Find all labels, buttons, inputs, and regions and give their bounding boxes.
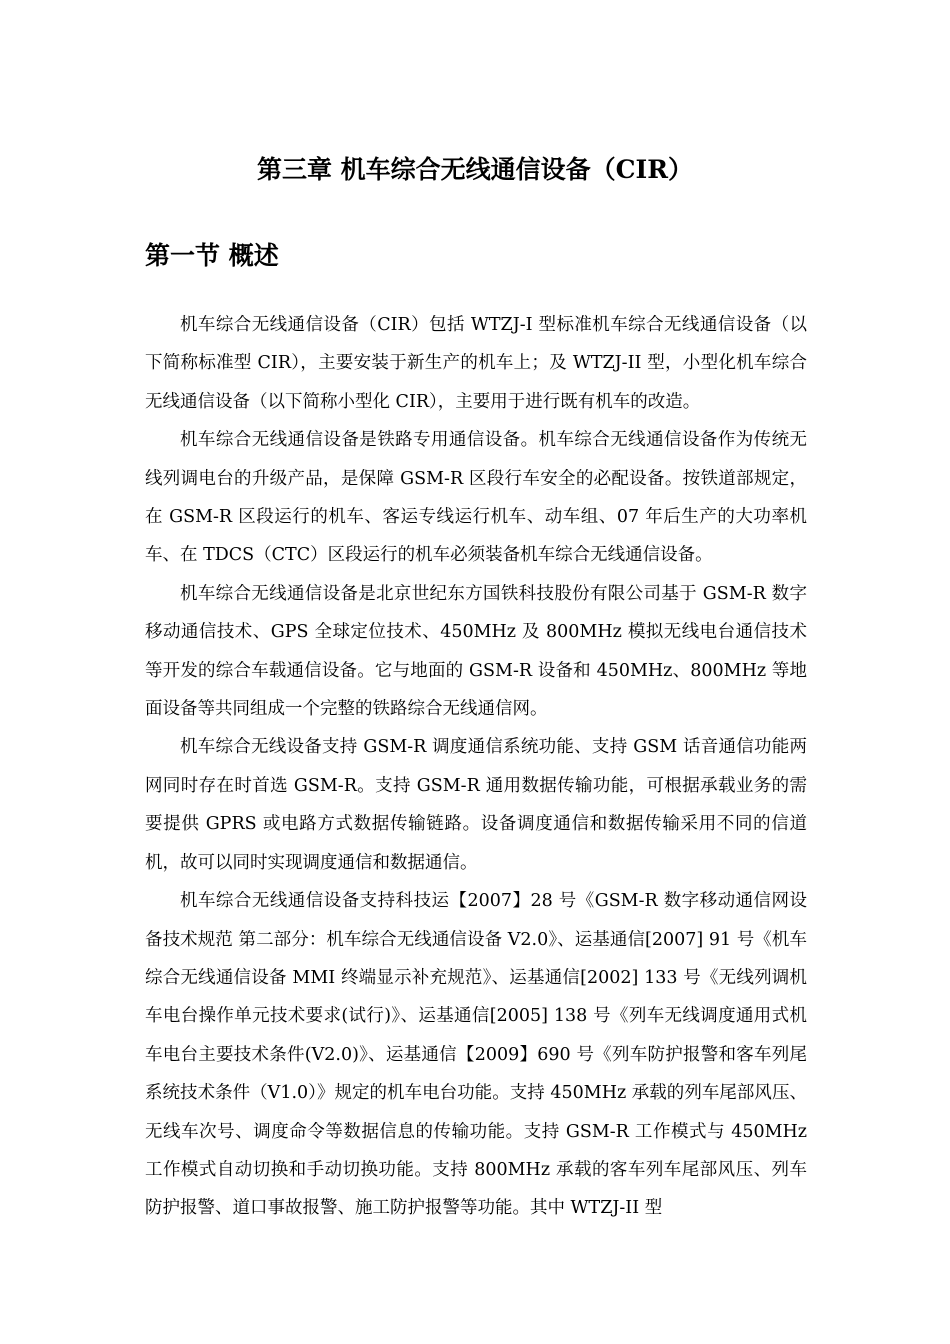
paragraph-4: 机车综合无线设备支持 GSM-R 调度通信系统功能、支持 GSM 话音通信功能两网同时存在时首选 GSM-R。支持 GSM-R 通用数据传输功能，可根据承载业务的需要提供 GPRS 或电路方式数据传输链路。设备调度通信和数据传输采用不同的信道机，故可以同时实现调度通信和数据通信。 xyxy=(145,737,807,873)
body-text xyxy=(145,306,807,1228)
paragraph-5: 机车综合无线通信设备支持科技运【2007】28 号《GSM-R 数字移动通信网设备技术规范 第二部分：机车综合无线通信设备 V2.0》、运基通信[2007] 91 号《机车综合无线通信设备 MMI 终端显示补充规范》、运基通信[2002] 133 号《无线列调机车电台操作单元技术要求(试行)》、运基通信[2005] 138 号《列车无线调度通用式机车电台主要技术条件(V2.0)》、运基通信【2009】690 号《列车防护报警和客车列尾系统技术条件（V1.0）》规定的机车电台功能。支持 450MHz 承载的列车尾部风压、无线车次号、调度命令等数据信息的传输功能。支持 GSM-R 工作模式与 450MHz 工作模式自动切换和手动切换功能。支持 800MHz 承载的客车列车尾部风压、列车防护报警、道口事故报警、施工防护报警等功能。其中 WTZJ-II 型 xyxy=(145,891,807,1219)
paragraph-3: 机车综合无线通信设备是北京世纪东方国铁科技股份有限公司基于 GSM-R 数字移动通信技术、GPS 全球定位技术、450MHz 及 800MHz 模拟无线电台通信技术等开发的综合车载通信设备。它与地面的 GSM-R 设备和 450MHz、800MHz 等地面设备等共同组成一个完整的铁路综合无线通信网。 xyxy=(145,583,807,720)
paragraph-1: 机车综合无线通信设备（CIR）包括 WTZJ-I 型标准机车综合无线通信设备（以下简称标准型 CIR），主要安装于新生产的机车上；及 WTZJ-II 型，小型化机车综合无线通信设备（以下简称小型化 CIR），主要用于进行既有机车的改造。 xyxy=(145,315,807,412)
section-title: 第一节 概述 xyxy=(145,241,279,270)
chapter-title: 第三章 机车综合无线通信设备（CIR） xyxy=(256,155,694,184)
paragraph-2: 机车综合无线通信设备是铁路专用通信设备。机车综合无线通信设备作为传统无线列调电台的升级产品，是保障 GSM-R 区段行车安全的必配设备。按铁道部规定，在 GSM-R 区段运行的机车、客运专线运行机车、动车组、07 年后生产的大功率机车、在 TDCS（CTC）区段运行的机车必须装备机车综合无线通信设备。 xyxy=(145,430,807,566)
